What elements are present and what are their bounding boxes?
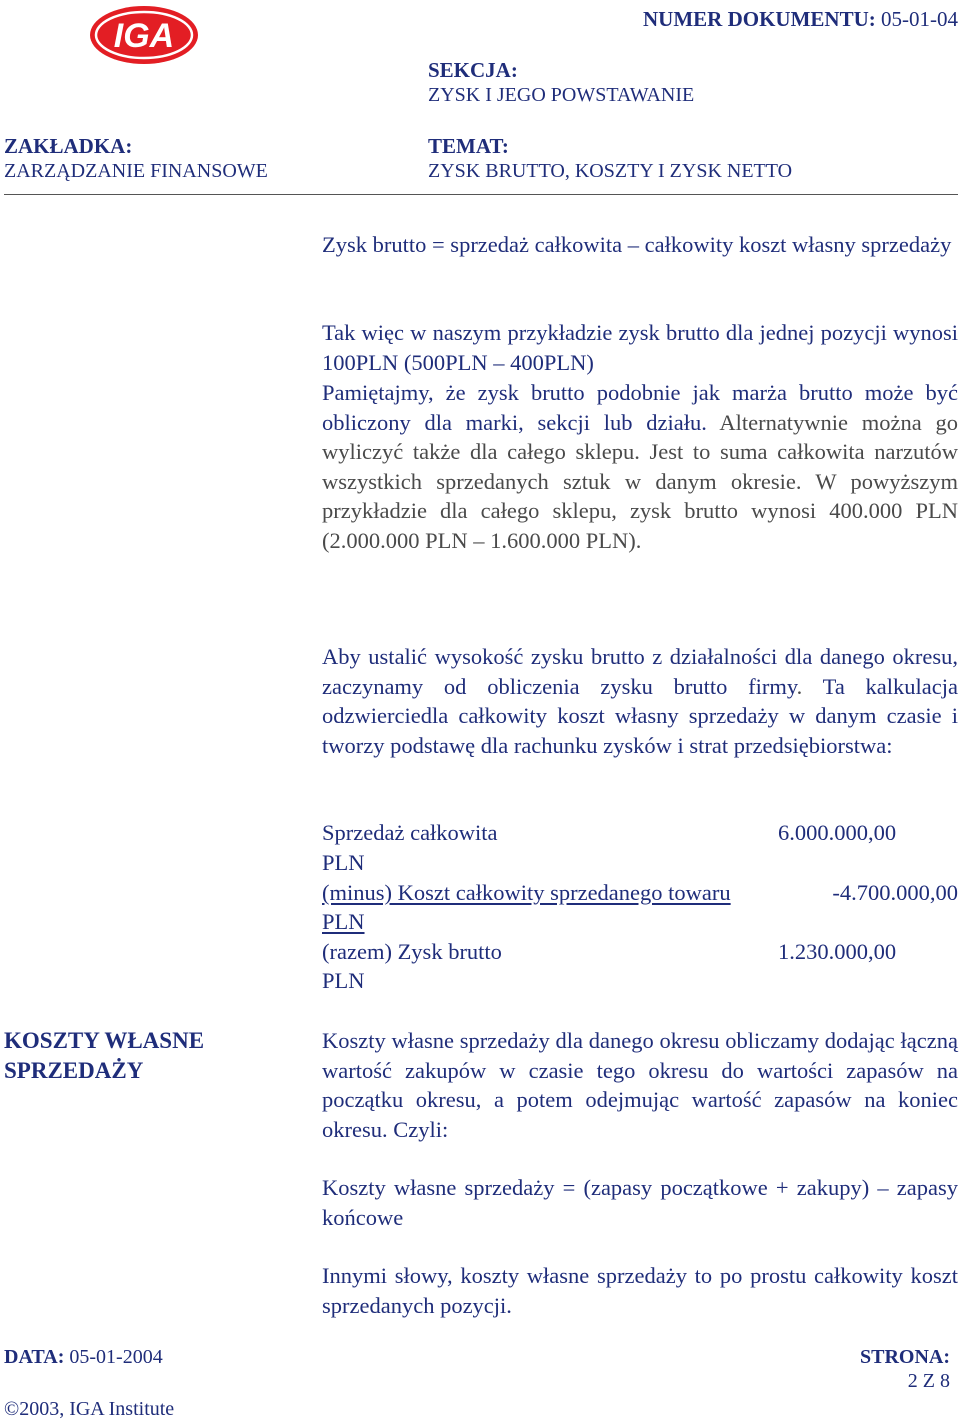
heading-line-2: SPRZEDAŻY [4,1058,144,1083]
calc-unit-text: PLN [322,909,365,934]
calc-row-gross-profit [322,937,958,967]
calc-row-amount: 1.230.000,00 [778,939,897,964]
cost-formula-paragraph: Koszty własne sprzedaży = (zapasy początkowe + zakupy) – zapasy końcowe [322,1175,958,1230]
section-value: ZYSK I JEGO POWSTAWANIE [428,84,695,106]
footer-page [860,1345,950,1393]
topic-label: TEMAT: [428,134,509,158]
cost-description-paragraph: Koszty własne sprzedaży dla danego okresu obliczamy dodając łączną wartość zakupów w czasie tego okresu do wartości zapasów na początku okresu, a potem odejmując wartość zapasów na koniec okresu. Czyli: [322,1028,958,1142]
tab-block [4,134,268,184]
cost-of-sales-heading [4,1026,204,1086]
determine-part-2: Ta kalkulacja odzwierciedla całkowity koszt własny sprzedaży w danym czasie i tworzy podstawę dla rachunku zysków i strat przedsiębiorstwa: [322,673,959,758]
calc-row-unit [322,907,958,937]
footer-date [4,1345,163,1369]
determine-paragraph [322,642,958,760]
calc-row-unit: PLN [322,968,365,993]
calc-row-cost-of-goods [322,878,958,908]
section-block [428,58,694,108]
calc-row-unit: PLN [322,850,365,875]
tab-value: ZARZĄDZANIE FINANSOWE [4,160,268,182]
document-number [643,6,958,32]
topic-value: ZYSK BRUTTO, KOSZTY I ZYSK NETTO [428,160,793,182]
formula-gross-profit: Zysk brutto = sprzedaż całkowita – całkowity koszt własny sprzedaży [322,232,952,257]
calc-row-amount: 6.000.000,00 [778,820,897,845]
section-label: SEKCJA: [428,58,518,82]
calc-row-label: Sprzedaż całkowita [322,820,498,845]
calc-row-total-sales [322,818,958,848]
reminder-paragraph [322,378,958,555]
document-number-label: NUMER DOKUMENTU: [643,7,876,31]
calc-row-label: (razem) Zysk brutto [322,939,502,964]
calc-row-label: (minus) Koszt całkowity sprzedanego towaru [322,880,731,905]
example-paragraph: Tak więc w naszym przykładzie zysk brutto dla jednej pozycji wynosi 100PLN (500PLN – 400PLN) [322,320,958,375]
reminder-part-1: Pamiętajmy, że zysk brutto podobnie jak marża brutto może być obliczony dla marki, sekcji lub działu. [322,380,958,435]
iga-logo [88,4,200,66]
logo-text: IGA [113,17,175,55]
determine-part-1: Aby ustalić wysokość zysku brutto z działalności dla danego okresu, zaczynamy od obliczenia zysku brutto firmy [322,644,958,699]
determine-dot: . [796,673,803,699]
footer-copyright: ©2003, IGA Institute [4,1398,175,1420]
page-value: 2 Z 8 [907,1370,950,1392]
date-label: DATA: [4,1346,65,1368]
header-divider [4,194,958,195]
document-number-value: 05-01-04 [881,7,958,31]
date-value: 05-01-2004 [69,1346,163,1368]
reminder-part-2: Alternatywnie można go wyliczyć także dla całego sklepu. Jest to suma całkowita narzutów wszystkich sprzedanych sztuk w danym okresie. W powyższym przykładzie dla całego sklepu, zysk brutto wynosi 400.000 PLN (2.000.000 PLN – 1.600.000 PLN). [322,409,958,553]
heading-line-1: KOSZTY WŁASNE [4,1028,205,1053]
page-label: STRONA: [859,1346,950,1368]
calc-row-amount: -4.700.000,00 [832,880,958,905]
tab-label: ZAKŁADKA: [4,134,133,158]
other-words-paragraph: Innymi słowy, koszty własne sprzedaży to po prostu całkowity koszt sprzedanych pozycji. [322,1263,958,1318]
topic-block [428,134,792,184]
